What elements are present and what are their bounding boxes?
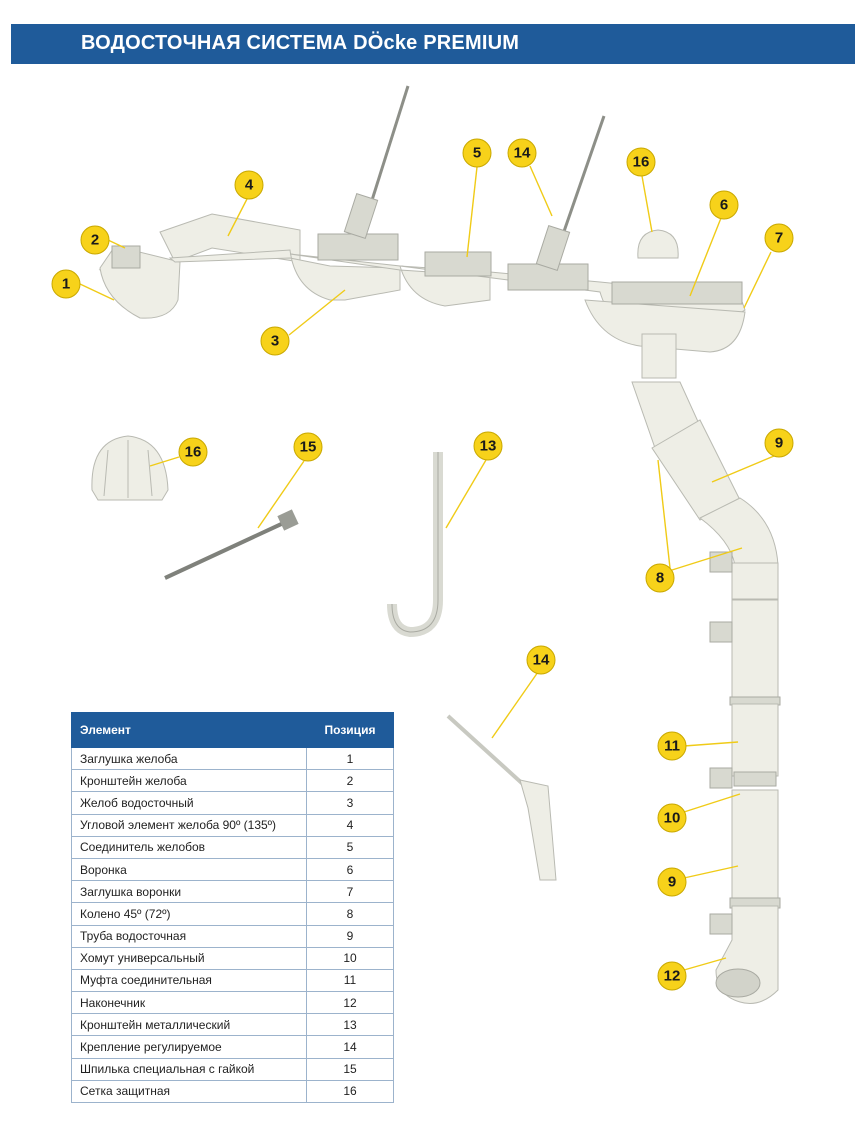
svg-text:9: 9 [774, 434, 784, 452]
outlet-neck [642, 334, 676, 378]
badge-12 [658, 962, 686, 990]
strainer-top [638, 230, 678, 258]
svg-text:7: 7 [774, 229, 784, 247]
svg-text:16: 16 [184, 443, 202, 461]
element-name: Сетка защитная [72, 1080, 307, 1102]
table-row [72, 1014, 394, 1036]
element-position: 2 [307, 770, 394, 792]
badge-9-bottom [658, 868, 686, 896]
svg-text:2: 2 [90, 231, 100, 249]
badge-4 [235, 171, 263, 199]
badge-14-top [508, 139, 536, 167]
svg-text:14: 14 [532, 651, 550, 669]
badge-13 [474, 432, 502, 460]
badge-14-bottom [527, 646, 555, 674]
gutter-connector-1 [318, 234, 398, 260]
table-row [72, 903, 394, 925]
svg-text:6: 6 [719, 196, 729, 214]
table-row [72, 881, 394, 903]
element-position: 16 [307, 1080, 394, 1102]
table-row [72, 992, 394, 1014]
element-position: 11 [307, 969, 394, 991]
table-row [72, 858, 394, 880]
parts-table [71, 712, 394, 1103]
table-row [72, 770, 394, 792]
badge-11 [658, 732, 686, 760]
table-row [72, 925, 394, 947]
universal-clamp [734, 772, 776, 786]
downpipe-assembly [632, 334, 780, 1004]
element-name: Колено 45º (72º) [72, 903, 307, 925]
element-position: 10 [307, 947, 394, 969]
fastener-body-1 [344, 194, 377, 239]
badge-16-left [179, 438, 207, 466]
svg-text:4: 4 [244, 176, 254, 194]
table-row [72, 1058, 394, 1080]
element-position: 8 [307, 903, 394, 925]
element-name: Труба водосточная [72, 925, 307, 947]
table-row [72, 1080, 394, 1102]
element-name: Соединитель желобов [72, 836, 307, 858]
pipe-section-2 [732, 790, 778, 902]
clamp-ear-4 [710, 914, 732, 934]
element-position: 1 [307, 748, 394, 770]
table-row [72, 1036, 394, 1058]
element-position: 14 [307, 1036, 394, 1058]
element-position: 12 [307, 992, 394, 1014]
element-position: 6 [307, 858, 394, 880]
element-name: Наконечник [72, 992, 307, 1014]
svg-text:13: 13 [479, 437, 497, 455]
badge-6 [710, 191, 738, 219]
badge-10 [658, 804, 686, 832]
element-position: 4 [307, 814, 394, 836]
header-element: Элемент [72, 713, 307, 748]
element-name: Желоб водосточный [72, 792, 307, 814]
element-position: 7 [307, 881, 394, 903]
table-row [72, 748, 394, 770]
element-position: 13 [307, 1014, 394, 1036]
metal-bracket [392, 452, 438, 632]
table-row [72, 836, 394, 858]
badge-16-top [627, 148, 655, 176]
element-position: 3 [307, 792, 394, 814]
svg-text:14: 14 [513, 144, 531, 162]
coupling-sleeve [732, 704, 778, 776]
table-row [72, 792, 394, 814]
element-name: Кронштейн желоба [72, 770, 307, 792]
pipe-upper-short [732, 563, 778, 599]
rod-nut [277, 509, 298, 530]
page-title: ВОДОСТОЧНАЯ СИСТЕМА DÖcke PREMIUM [81, 32, 520, 54]
element-name: Шпилька специальная с гайкой [72, 1058, 307, 1080]
svg-text:16: 16 [632, 153, 650, 171]
gutter-bracket-small [112, 246, 140, 268]
svg-text:12: 12 [663, 967, 681, 985]
badge-8 [646, 564, 674, 592]
strainer-left [92, 436, 168, 500]
header-position: Позиция [307, 713, 394, 748]
parts-table-header [72, 713, 394, 748]
svg-text:10: 10 [663, 809, 681, 827]
element-position: 15 [307, 1058, 394, 1080]
badge-7 [765, 224, 793, 252]
element-name: Заглушка воронки [72, 881, 307, 903]
gutter-outlet-plate [612, 282, 742, 304]
threaded-rod [165, 520, 290, 578]
badge-9-top [765, 429, 793, 457]
badge-1 [52, 270, 80, 298]
svg-text:8: 8 [655, 569, 665, 587]
svg-text:11: 11 [664, 737, 680, 755]
clamp-ear-2 [710, 622, 732, 642]
svg-text:9: 9 [667, 873, 677, 891]
svg-text:3: 3 [270, 332, 280, 350]
table-row [72, 814, 394, 836]
pipe-section-1 [732, 600, 778, 698]
svg-text:5: 5 [472, 144, 482, 162]
badge-15 [294, 433, 322, 461]
element-name: Муфта соединительная [72, 969, 307, 991]
element-name: Угловой элемент желоба 90º (135º) [72, 814, 307, 836]
adjustable-fastener-body [520, 780, 556, 880]
clamp-ear-3 [710, 768, 732, 788]
badge-3 [261, 327, 289, 355]
element-name: Кронштейн металлический [72, 1014, 307, 1036]
svg-text:1: 1 [61, 275, 71, 293]
table-row [72, 969, 394, 991]
badge-2 [81, 226, 109, 254]
badge-5 [463, 139, 491, 167]
element-name: Хомут универсальный [72, 947, 307, 969]
element-position: 5 [307, 836, 394, 858]
element-name: Заглушка желоба [72, 748, 307, 770]
gutter-assembly [100, 86, 745, 352]
element-name: Крепление регулируемое [72, 1036, 307, 1058]
element-position: 9 [307, 925, 394, 947]
svg-text:15: 15 [299, 438, 317, 456]
pipe-outlet-opening [716, 969, 760, 997]
element-name: Воронка [72, 858, 307, 880]
table-row [72, 947, 394, 969]
metal-bracket-outline [392, 452, 438, 632]
gutter-connector-2 [425, 252, 491, 276]
